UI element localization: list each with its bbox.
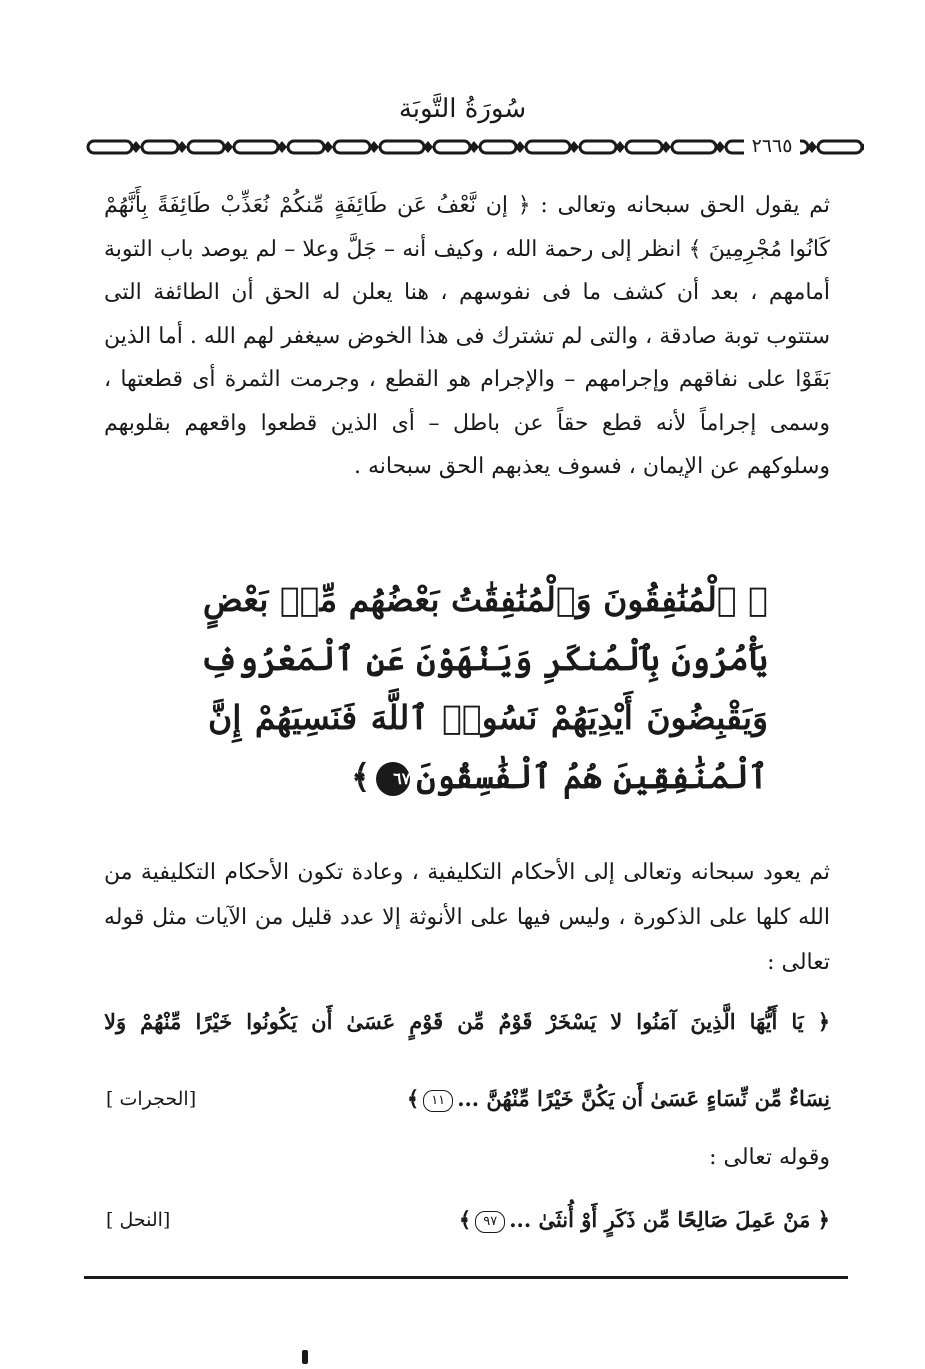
ornament-diamond: [615, 141, 625, 153]
quote-hujurat-line-2-text: نِسَاءٌ مِّن نِّسَاءٍ عَسَىٰ أَن يَكُنَّ خَيْرًا مِّنْهُنَّ ...: [457, 1086, 830, 1111]
verse-line-3: وَيَقْبِضُونَ أَيْدِيَهُمْ نَسُوا۟ ٱللَّهَ فَنَسِيَهُمْ إِنَّ: [208, 698, 768, 737]
ornament-diamond: [807, 141, 817, 153]
sura-reference-nahl: [النحل ]: [106, 1209, 171, 1231]
ornament-diamond: [515, 141, 525, 153]
ornament-diamond: [223, 141, 233, 153]
ornament-diamond: [569, 141, 579, 153]
ornament-link: [580, 141, 616, 153]
quote-nahl-closing: ﴾: [458, 1207, 472, 1232]
quote-nahl: [104, 1200, 830, 1240]
sura-reference-hujurat: [الحجرات ]: [106, 1088, 197, 1110]
ornament-diamond: [423, 141, 433, 153]
verse-line-1: ﴿ ٱلْمُنَٰفِقُونَ وَٱلْمُنَٰفِقَٰتُ بَعْضُهُم مِّنۢ بَعْضٍ: [202, 580, 768, 619]
ornament-link: [288, 141, 324, 153]
ornament-link: [626, 141, 662, 153]
page-number: ٢٦٦٥: [744, 134, 800, 158]
ornament-diamond: [323, 141, 333, 153]
ornament-diamond: [177, 141, 187, 153]
footer-rule: [84, 1276, 848, 1279]
ornament-link: [434, 141, 470, 153]
ornament-diamond: [469, 141, 479, 153]
ornament-link: [818, 141, 862, 153]
verse-line-4: [208, 747, 768, 806]
ornament-link: [526, 141, 570, 153]
paragraph-commentary-2: ثم يعود سبحانه وتعالى إلى الأحكام التكليفية ، وعادة تكون الأحكام التكليفية من الله كلها على الذكورة ، وليس فيها على الأنوثة إلا عدد قليل من الآيات مثل قوله تعالى :: [104, 860, 830, 975]
ornament-link: [480, 141, 516, 153]
ornament-diamond: [369, 141, 379, 153]
quote-nahl-text: ﴿ مَنْ عَمِلَ صَالِحًا مِّن ذَكَرٍ أَوْ أُنثَىٰ ...: [509, 1207, 830, 1232]
quote-hujurat-line-1: ﴿ يَا أَيُّهَا الَّذِينَ آمَنُوا لا يَسْخَرْ قَوْمٌ مِّن قَوْمٍ عَسَىٰ أَن يَكُونُوا خَيْرًا مِّنْهُمْ وَلا: [104, 1009, 830, 1034]
verse-line-4-text: ٱلْمُنَٰفِقِينَ هُمُ ٱلْفَٰسِقُونَ: [416, 757, 768, 796]
ornament-diamond: [277, 141, 287, 153]
surah-title: سُورَةُ التَّوبَة: [398, 94, 527, 124]
ornament-link: [672, 141, 716, 153]
paragraph-commentary-1: ثم يقول الحق سبحانه وتعالى : ﴿ إن نَّعْفُ عَن طَائِفَةٍ مِّنكُمْ نُعَذِّبْ طَائِفَةً بِأَنَّهُمْ كَانُوا مُجْرِمِينَ ﴾ انظر إلى رحمة الله ، وكيف أنه – جَلَّ وعلا – لم يوصد باب التوبة أمامهم ، بعد أن كشف ما فى نفوسهم ، هنا يعلن له الحق أن الطائفة التى ستتوب توبة صادقة ، والتى لم تشترك فى هذا الخوض سيغفر لهم الله . أما الذين بَقَوْا على نفاقهم وإجرامهم – والإجرام هو القطع ، وجرمت الثمرة أى قطعتها ، وسمى إجراماً لأنه قطع حقاً عن باطل – أى الذين قطعوا واقعهم بقلوبهم وسلوكهم عن الإيمان ، فسوف يعذبهم الحق سبحانه .: [104, 193, 830, 479]
ayah-number-badge: ٦٧: [376, 762, 410, 796]
ayah-number-badge-hujurat: ١١: [423, 1090, 453, 1112]
quote-hujurat-line-2: [104, 1079, 830, 1119]
quote-hujurat-closing: ﴾: [406, 1086, 420, 1111]
ornament-diamond: [131, 141, 141, 153]
ornament-link: [334, 141, 370, 153]
ornament-link: [88, 141, 132, 153]
ornament-diamond: [715, 141, 725, 153]
ayah-number-badge-nahl: ٩٧: [475, 1211, 505, 1233]
ornament-diamond: [661, 141, 671, 153]
ornament-link: [142, 141, 178, 153]
footer-mark: [302, 1350, 308, 1364]
verse-line-2: يَأْمُرُونَ بِٱلْمُنكَرِ وَيَنْهَوْنَ عَنِ ٱلْمَعْرُوفِ: [199, 639, 768, 678]
quran-verse-block: [199, 570, 768, 806]
ornament-link: [234, 141, 278, 153]
ornament-link: [188, 141, 224, 153]
intro-second-quote: وقوله تعالى :: [709, 1145, 830, 1170]
ornament-link: [380, 141, 424, 153]
verse-closing-bracket: ﴾: [350, 757, 371, 796]
